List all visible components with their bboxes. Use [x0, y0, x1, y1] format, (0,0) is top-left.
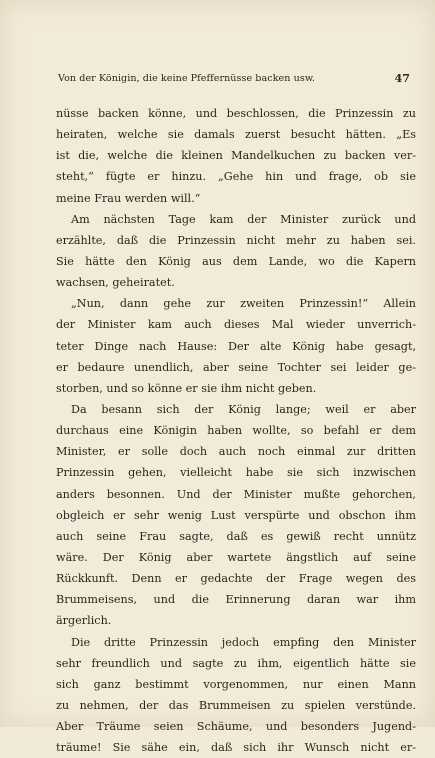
text-line: Am nächsten Tage kam der Minister zurück und [71, 212, 416, 226]
text-line: Aber Träume seien Schäume, und besonders Jugend- [56, 720, 416, 734]
text-line: heiraten, welche sie damals zuerst besucht hätten. „Es [56, 128, 416, 142]
text-line: wachsen, geheiratet. [56, 276, 175, 290]
text-line: storben, und so könne er sie ihm nicht geben. [56, 381, 317, 395]
running-head [58, 73, 410, 89]
text-line: anders besonnen. Und der Minister mußte gehorchen, [56, 487, 416, 501]
running-head-title: Von der Königin, die keine Pfeffernüsse backen usw. [58, 73, 316, 84]
text-line: Rückkunft. Denn er gedachte der Frage wegen des [56, 572, 416, 586]
text-line: „Nun, dann gehe zur zweiten Prinzessin!“ Allein [71, 297, 416, 311]
text-line: erzählte, daß die Prinzessin nicht mehr zu haben sei. [56, 233, 416, 247]
text-line: nüsse backen könne, und beschlossen, die Prinzessin zu [56, 107, 416, 120]
text-line: Prinzessin gehen, vielleicht habe sie sich inzwischen [56, 466, 416, 480]
text-line: träume! Sie sähe ein, daß sich ihr Wunsch nicht er- [56, 741, 416, 755]
text-line: steht,“ fügte er hinzu. „Gehe hin und frage, ob sie [56, 170, 416, 184]
text-line: durchaus eine Königin haben wollte, so befahl er dem [56, 424, 416, 438]
text-line: Minister, er solle doch auch noch einmal zur dritten [56, 445, 416, 459]
text-line: Brummeisens, und die Erinnerung daran war ihm [56, 593, 416, 607]
text-line: zu nehmen, der das Brummeisen zu spielen verstünde. [56, 698, 416, 712]
text-line: obgleich er sehr wenig Lust verspürte und obschon ihm [56, 508, 416, 522]
text-line: Sie hätte den König aus dem Lande, wo die Kapern [56, 254, 416, 268]
text-line: sehr freundlich und sagte zu ihm, eigentlich hätte sie [56, 656, 416, 670]
text-line: wäre. Der König aber wartete ängstlich auf seine [56, 550, 416, 564]
body-text [56, 103, 416, 758]
text-line: sich ganz bestimmt vorgenommen, nur einen Mann [56, 677, 416, 691]
text-line: teter Dinge nach Hause: Der alte König habe gesagt, [56, 339, 416, 353]
text-line: ist die, welche die kleinen Mandelkuchen zu backen ver- [56, 149, 416, 163]
text-line: auch seine Frau sagte, daß es gewiß recht unnütz [56, 529, 416, 543]
text-line: er bedaure unendlich, aber seine Tochter sei leider ge- [56, 360, 416, 374]
text-line: meine Frau werden will.“ [56, 191, 201, 205]
page-number: 47 [394, 72, 410, 85]
text-line: Da besann sich der König lange; weil er aber [71, 402, 416, 416]
text-line: ärgerlich. [56, 614, 112, 628]
text-line: der Minister kam auch dieses Mal wieder unverrich- [56, 318, 416, 332]
text-line: Die dritte Prinzessin jedoch empfing den Minister [71, 635, 416, 649]
